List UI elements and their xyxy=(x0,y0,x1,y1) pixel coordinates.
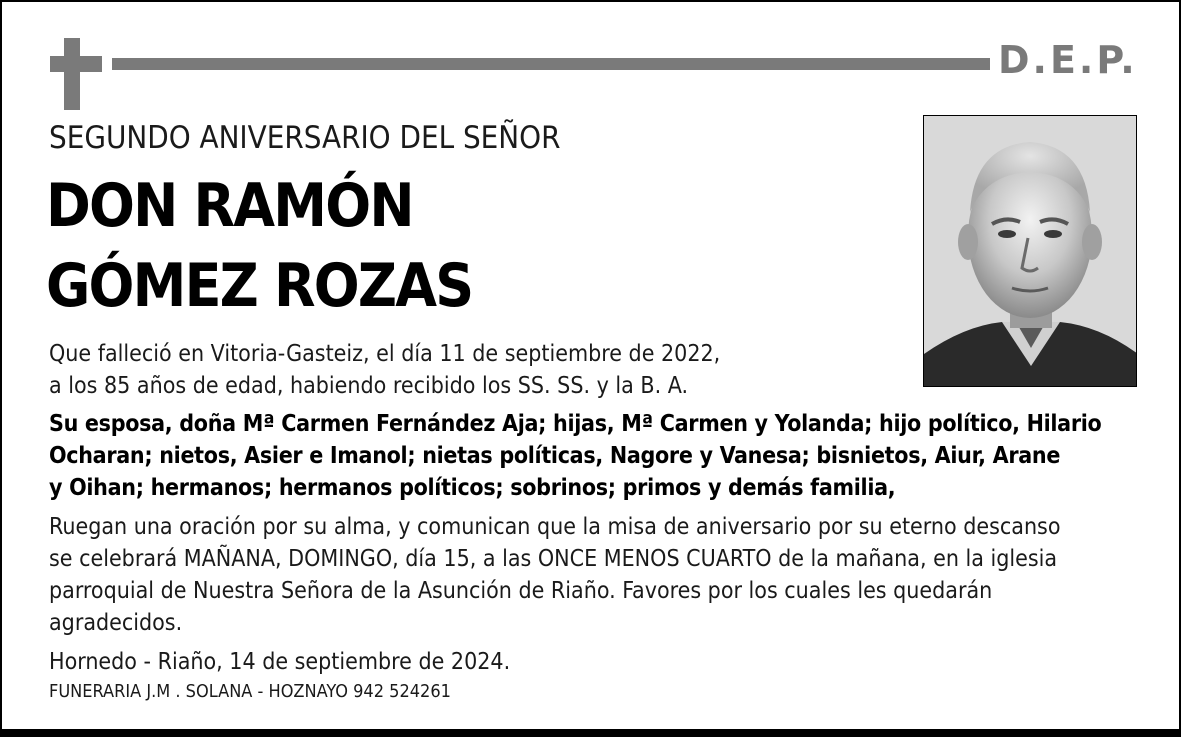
family-line: Su esposa, doña Mª Carmen Fernández Aja; hijas, Mª Carmen y Yolanda; hijo político, Hilario xyxy=(49,411,1102,437)
family-line: y Oihan; hermanos; hermanos políticos; sobrinos; primos y demás familia, xyxy=(49,475,896,501)
place-date: Hornedo - Riaño, 14 de septiembre de 2024. xyxy=(49,649,511,675)
deceased-name-line1: DON RAMÓN xyxy=(46,171,413,241)
cross-icon xyxy=(64,38,80,110)
cross-icon-bar xyxy=(50,56,102,72)
deceased-name-line2: GÓMEZ ROZAS xyxy=(46,251,473,321)
intro-line: Que falleció en Vitoria-Gasteiz, el día 11 de septiembre de 2022, xyxy=(49,341,721,367)
request-line: se celebrará MAÑANA, DOMINGO, día 15, a las ONCE MENOS CUARTO de la mañana, en la iglesia xyxy=(49,546,1058,572)
portrait-photo xyxy=(923,115,1137,387)
portrait-image xyxy=(924,116,1137,387)
family-line: Ocharan; nietos, Asier e Imanol; nietas políticas, Nagore y Vanesa; bisnietos, Aiur, Arane xyxy=(49,443,1061,469)
header-rule xyxy=(112,58,990,70)
request-line: parroquial de Nuestra Señora de la Asunción de Riaño. Favores por los cuales les quedarán xyxy=(49,578,993,604)
dep-label: D.E.P. xyxy=(998,38,1138,82)
request-line: Ruegan una oración por su alma, y comunican que la misa de aniversario por su eterno descanso xyxy=(49,514,1061,540)
funeral-home: FUNERARIA J.M . SOLANA - HOZNAYO 942 524261 xyxy=(49,681,451,702)
request-line: agradecidos. xyxy=(49,610,183,636)
intro-line: a los 85 años de edad, habiendo recibido los SS. SS. y la B. A. xyxy=(49,373,689,399)
notice-subtitle: SEGUNDO ANIVERSARIO DEL SEÑOR xyxy=(49,120,561,156)
